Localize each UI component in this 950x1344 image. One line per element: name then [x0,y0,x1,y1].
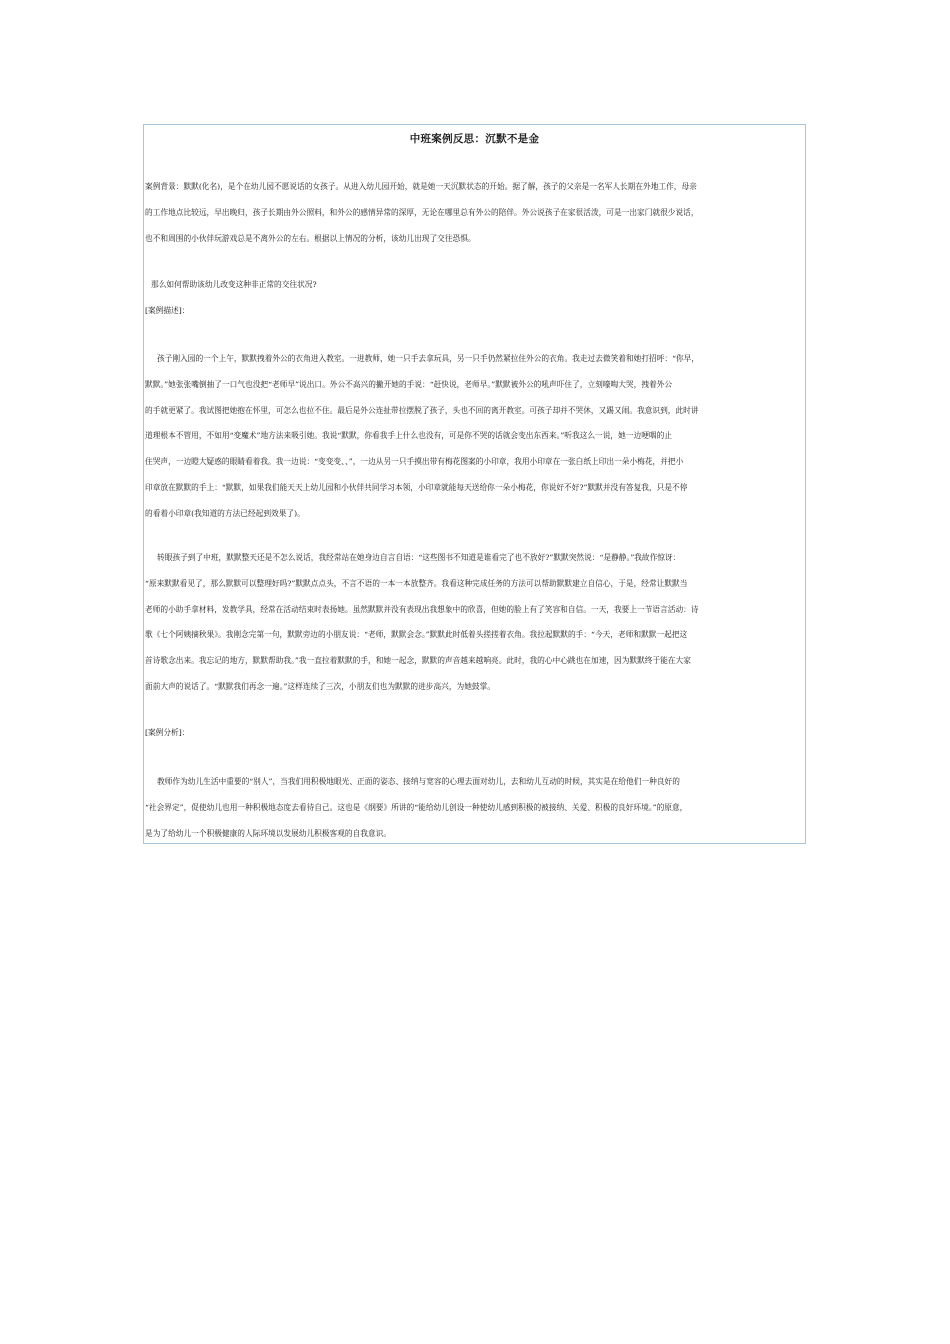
paragraph-line: 转眼孩子到了中班，默默整天还是不怎么说话，我经常站在她身边自言自语：“这些图书不知道是谁看完了也不放好?”默默突然说：“是静静。”我故作惊讶： [157,553,681,562]
paragraph-line: 的看着小印章(我知道的方法已经起到效果了)。 [145,508,305,518]
background-paragraph [145,174,805,251]
description-paragraph-2 [145,545,805,700]
paragraph-line: 是为了给幼儿一个积极健康的人际环境以发展幼儿积极客观的自我意识。 [145,828,392,838]
paragraph-line: 老师的小助手拿材料，发教学具，经常在活动结束时表扬她。虽然默默并没有表现出我想象中的欣喜，但她的脸上有了笑容和自信。一天，我要上一节语言活动：诗 [145,604,699,614]
description-paragraph-1 [145,346,805,527]
description-heading: [案例描述]： [145,305,190,315]
paragraph-line: 住哭声，一边瞪大疑惑的眼睛看着我。我一边说：“变变变、、”，一边从另一只手摸出带有梅花图案的小印章，我用小印章在一张白纸上印出一朵小梅花，并把小 [145,457,684,467]
paragraph-line: 教师作为幼儿生活中重要的“别人”，当我们用积极地眼光、正面的姿态、接纳与宽容的心理去面对幼儿，去和幼儿互动的时候，其实是在给他们一种良好的 [157,777,680,786]
paragraph-line: “原来默默看见了，那么默默可以整理好吗?”默默点点头，不言不语的一本一本放整齐。我看这种完成任务的方法可以帮助默默建立自信心，于是，经常让默默当 [145,578,688,588]
paragraph-line: “社会界定”，促使幼儿也用一种积极地态度去看待自己。这也是《纲要》所讲的“能给幼儿创设一种使幼儿感到积极的被接纳、关爱、积极的良好环境。”的原意， [145,802,688,812]
paragraph-line: 孩子刚入园的一个上午，默默拽着外公的衣角进入教室。一进教师，她一只手去拿玩具，另一只手仍然紧拉住外公的衣角。我走过去微笑着和她打招呼：“你早， [157,354,700,363]
paragraph-line: 案例背景：默默(化名)，是个在幼儿园不愿说话的女孩子。从进入幼儿园开始，就是她一天沉默状态的开始。据了解，孩子的父亲是一名军人长期在外地工作，母亲 [145,182,697,191]
paragraph-line: 道理根本不管用，不如用“变魔术”地方法来吸引她。我说“默默，你看我手上什么也没有，可是你不哭的话就会变出东西来。”听我这么一说，她一边哽咽的止 [145,431,672,441]
document-title: 中班案例反思：沉默不是金 [409,133,540,145]
paragraph-line: 的手就更紧了。我试图把她抱在怀里，可怎么也拉不住。最后是外公连扯带拉摆脱了孩子，头也不回的离开教室。可孩子却并不哭休，又踢又闹。我意识到，此时讲 [145,405,699,415]
paragraph-line: 的工作地点比较远，早出晚归，孩子长期由外公照料，和外公的感情异常的深厚，无论在哪里总有外公的陪伴。外公说孩子在家很活泼，可是一出家门就很少说话， [145,207,699,217]
document-frame [143,124,806,844]
analysis-heading: [案例分析]： [145,728,190,737]
question-text: 那么如何帮助该幼儿改变这种非正常的交往状况? [151,280,317,289]
paragraph-line: 也不和周围的小伙伴玩游戏总是不离外公的左右。根据以上情况的分析，该幼儿出现了交往恐惧。 [145,233,476,243]
paragraph-line: 印章放在默默的手上：“默默，如果我们能天天上幼儿园和小伙伴共同学习本领，小印章就能每天送给你一朵小梅花，你说好不好?”默默并没有答复我，只是不停 [145,482,688,492]
paragraph-line: 默默。”她张张嘴倒抽了一口气也没把“老师早”说出口。外公不高兴的撇开她的手说：“赶快说，老师早。”默默被外公的吼声吓住了，立刻嚎啕大哭，拽着外公 [145,379,673,389]
question-paragraph [145,272,805,324]
analysis-heading-block [145,720,805,746]
paragraph-line: 歌《七个阿姨摘秋果》。我刚念完第一句，默默旁边的小朋友说：“老师，默默会念。”默默此时低着头搓搓着衣角。我拉起默默的手：“今天，老师和默默一起把这 [145,630,688,640]
analysis-paragraph [145,769,805,846]
paragraph-line: 首诗歌念出来。我忘记的地方，默默帮助我。”我一直拉着默默的手，和她一起念，默默的声音越来越响亮。此时，我的心中心跳也在加速，因为默默终于能在大家 [145,656,691,666]
paragraph-line: 面前大声的说话了。“默默我们再念一遍。”这样连续了三次，小朋友们也为默默的进步高兴，为她鼓掌。 [145,681,495,691]
